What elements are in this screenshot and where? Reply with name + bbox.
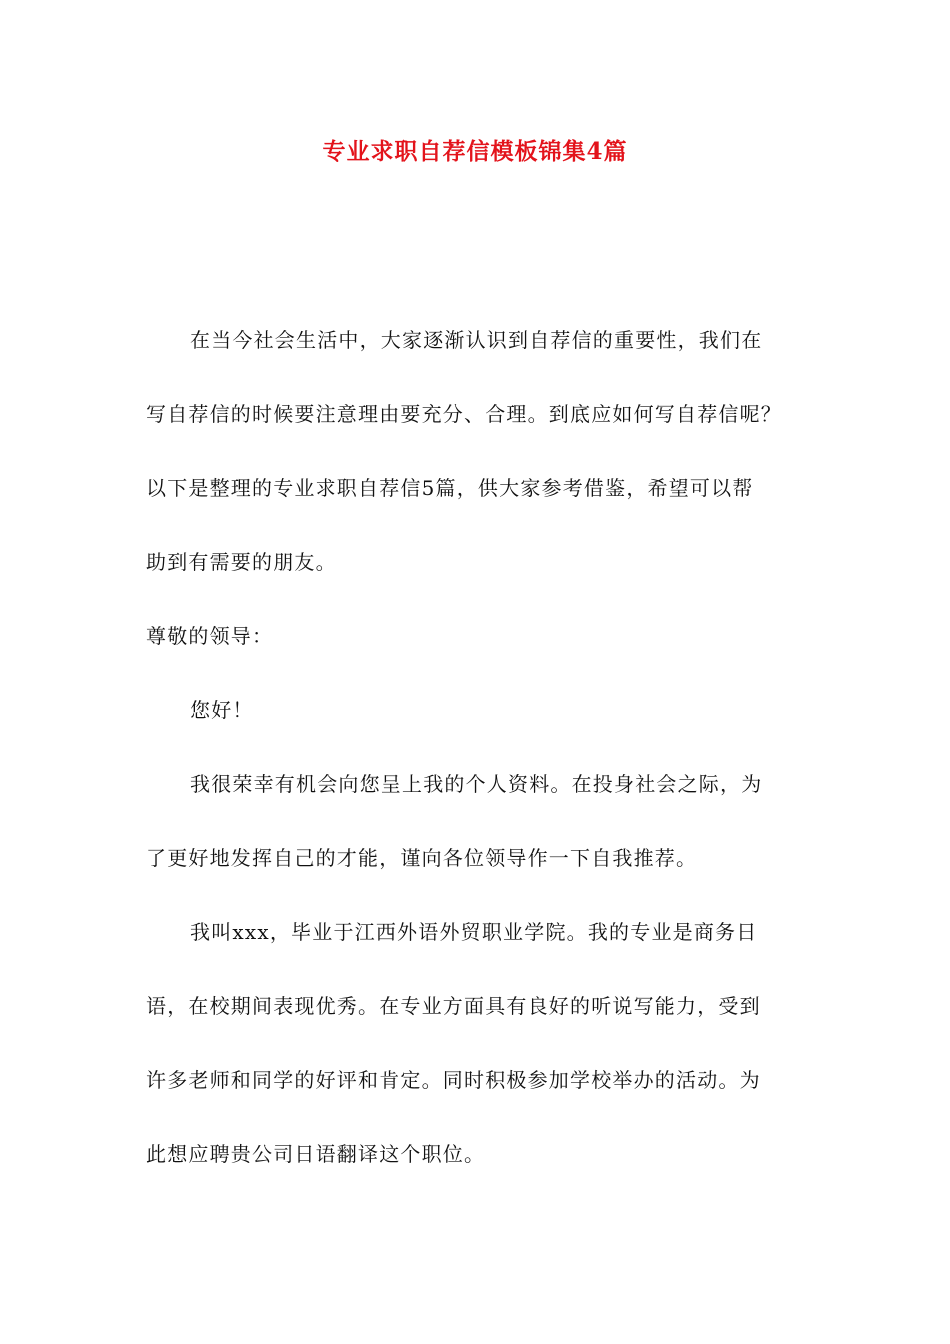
paragraph-line: 写自荐信的时候要注意理由要充分、合理。到底应如何写自荐信呢？ bbox=[146, 402, 782, 426]
paragraph-line: 在当今社会生活中，大家逐渐认识到自荐信的重要性，我们在 bbox=[190, 328, 763, 352]
document-body bbox=[146, 322, 810, 1173]
paragraph-line: 我很荣幸有机会向您呈上我的个人资料。在投身社会之际，为 bbox=[190, 772, 763, 796]
greeting-line: 您好！ bbox=[190, 698, 254, 722]
paragraph-self-intro bbox=[146, 914, 810, 1173]
paragraph-intro bbox=[146, 322, 810, 581]
paragraph-salutation bbox=[146, 618, 810, 655]
paragraph-line: 我叫xxx，毕业于江西外语外贸职业学院。我的专业是商务日 bbox=[190, 920, 758, 944]
paragraph-line: 语，在校期间表现优秀。在专业方面具有良好的听说写能力，受到 bbox=[146, 994, 761, 1018]
paragraph-greeting bbox=[146, 692, 810, 729]
paragraph-line: 此想应聘贵公司日语翻译这个职位。 bbox=[146, 1142, 486, 1166]
paragraph-honor bbox=[146, 766, 810, 877]
paragraph-line: 许多老师和同学的好评和肯定。同时积极参加学校举办的活动。为 bbox=[146, 1068, 761, 1092]
paragraph-line: 助到有需要的朋友。 bbox=[146, 550, 337, 574]
document-title: 专业求职自荐信模板锦集4篇 bbox=[322, 138, 628, 165]
salutation-line: 尊敬的领导： bbox=[146, 624, 274, 648]
paragraph-line: 以下是整理的专业求职自荐信5篇，供大家参考借鉴，希望可以帮 bbox=[146, 476, 754, 500]
paragraph-line: 了更好地发挥自己的才能，谨向各位领导作一下自我推荐。 bbox=[146, 846, 698, 870]
